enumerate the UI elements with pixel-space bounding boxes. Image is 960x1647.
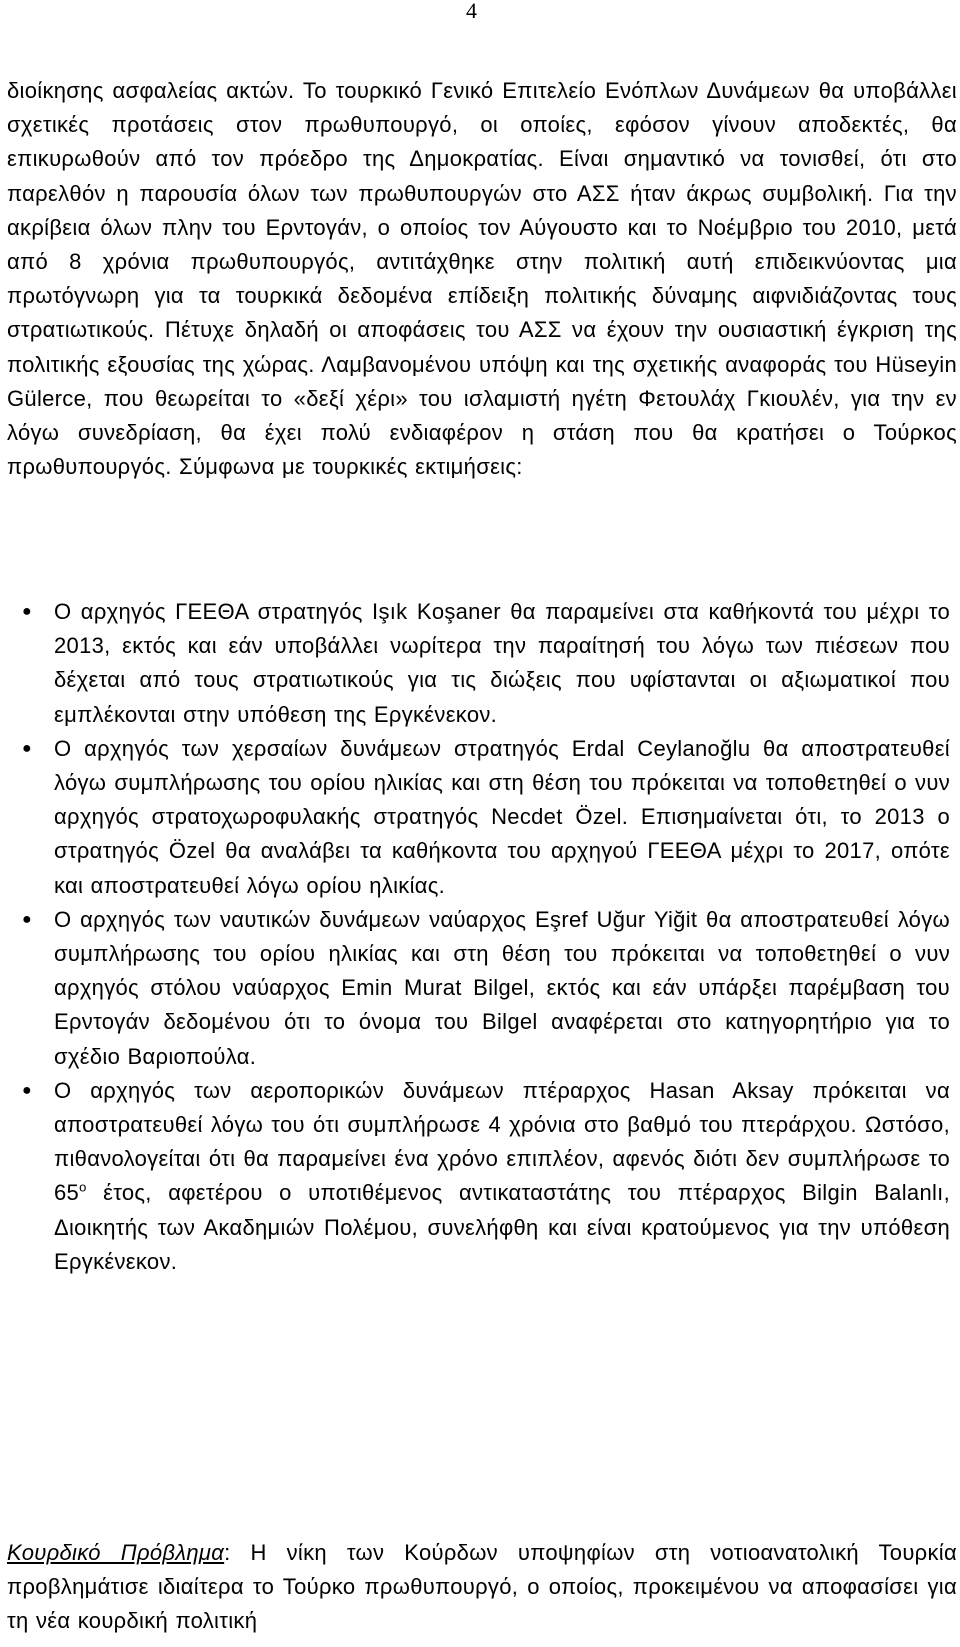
bullet-icon: ●: [22, 603, 32, 620]
bullet-icon: ●: [22, 1081, 32, 1099]
list-item-yigit: [0, 903, 950, 1074]
list-item-text: Ο αρχηγός ΓΕΕΘΑ στρατηγός Işık Koşaner θα παραμείνει στα καθήκοντά του μέχρι το 2013, εκτός και εάν υποβάλλει νωρίτερα την παραίτησή του λόγω των πιέσεων που δέχεται από τους στρατιωτικούς για τις διώξεις που υφίστανται οι αξιωματικοί που εμπλέκονται στην υπόθεση της Εργκένεκον.: [54, 599, 950, 727]
assessment-list: [0, 595, 960, 1279]
bullet-icon: ●: [22, 739, 32, 757]
closing-text: Η νίκη των Κούρδων υποψηφίων στη νοτιοανατολική Τουρκία προβλημάτισε ιδιαίτερα το Τούρκο πρωθυπουργό, ο οποίος, προκειμένου να αποφασίσει για τη νέα κουρδική πολιτική: [7, 1540, 957, 1634]
list-item-text: [54, 1078, 950, 1274]
list-item-aksay: [0, 1074, 950, 1279]
closing-paragraph: [7, 1536, 957, 1639]
section-label: Κουρδικό Πρόβλημα: [7, 1540, 225, 1565]
ordinal-superscript: ο: [79, 1180, 87, 1196]
list-item-text: Ο αρχηγός των χερσαίων δυνάμεων στρατηγός Erdal Ceylanoğlu θα αποστρατευθεί λόγω συμπλήρωσης του ορίου ηλικίας και στη θέση του πρόκειται να τοποθετηθεί ο νυν αρχηγός στρατοχωροφυλακής στρατηγός Necdet Özel. Επισημαίνεται ότι, το 2013 ο στρατηγός Özel θα αναλάβει τα καθήκοντα του αρχηγού ΓΕΕΘΑ μέχρι το 2017, οπότε και αποστρατευθεί λόγω ορίου ηλικίας.: [54, 735, 950, 898]
list-item-text: Ο αρχηγός των ναυτικών δυνάμεων ναύαρχος Eşref Uğur Yiğit θα αποστρατευθεί λόγω συμπλήρωσης του ορίου ηλικίας και στη θέση του πρόκειται να τοποθετηθεί ο νυν αρχηγός στόλου ναύαρχος Emin Murat Bilgel, εκτός και εάν υπάρξει παρέμβαση του Ερντογάν δεδομένου ότι το όνομα του Bilgel αναφέρεται στο κατηγορητήριο για το σχέδιο Βαριοπούλα.: [54, 906, 950, 1069]
section-label-colon: :: [224, 1540, 231, 1565]
list-item-ceylanoglu: [0, 732, 950, 903]
list-item-text-before: Ο αρχηγός των αεροπορικών δυνάμεων πτέραρχος Hasan Aksay πρόκειται να αποστρατευθεί λόγω του ότι συμπλήρωσε 4 χρόνια στο βαθμό του πτεράρχου. Ωστόσο, πιθανολογείται ότι θα παραμείνει ένα χρόνο επιπλέον, αφενός διότι δεν συμπλήρωσε το 65: [54, 1077, 950, 1206]
page-number: 4: [466, 0, 477, 23]
list-item-koshaner: [0, 595, 950, 732]
intro-paragraph: διοίκησης ασφαλείας ακτών. Το τουρκικό Γενικό Επιτελείο Ενόπλων Δυνάμεων θα υποβάλλει σχετικές προτάσεις στον πρωθυπουργό, οι οποίες, εφόσον γίνουν αποδεκτές, θα επικυρωθούν από τον πρόεδρο της Δημοκρατίας. Είναι σημαντικό να τονισθεί, ότι στο παρελθόν η παρουσία όλων των πρωθυπουργών στο ΑΣΣ ήταν άκρως συμβολική. Για την ακρίβεια όλων πλην του Ερντογάν, ο οποίος τον Αύγουστο και το Νοέμβριο του 2010, μετά από 8 χρόνια πρωθυπουργός, αντιτάχθηκε στην πολιτική αυτή επιδεικνύοντας μια πρωτόγνωρη για τα τουρκικά δεδομένα επίδειξη πολιτικής δύναμης αιφνιδιάζοντας τους στρατιωτικούς. Πέτυχε δηλαδή οι αποφάσεις του ΑΣΣ να έχουν την ουσιαστική έγκριση της πολιτικής εξουσίας της χώρας. Λαμβανομένου υπόψη και της σχετικής αναφοράς του Hüseyin Gülerce, που θεωρείται το «δεξί χέρι» του ισλαμιστή ηγέτη Φετουλάχ Γκιουλέν, για την εν λόγω συνεδρίαση, θα έχει πολύ ενδιαφέρον η στάση που θα κρατήσει ο Τούρκος πρωθυπουργός. Σύμφωνα με τουρκικές εκτιμήσεις:: [7, 78, 957, 480]
bullet-icon: ●: [22, 910, 32, 928]
list-item-text-after: έτος, αφετέρου ο υποτιθέμενος αντικαταστάτης του πτέραρχος Bilgin Balanlı, Διοικητής των Ακαδημιών Πολέμου, συνελήφθη και είναι κρατούμενος για την υπόθεση Εργκένεκον.: [54, 1180, 950, 1274]
